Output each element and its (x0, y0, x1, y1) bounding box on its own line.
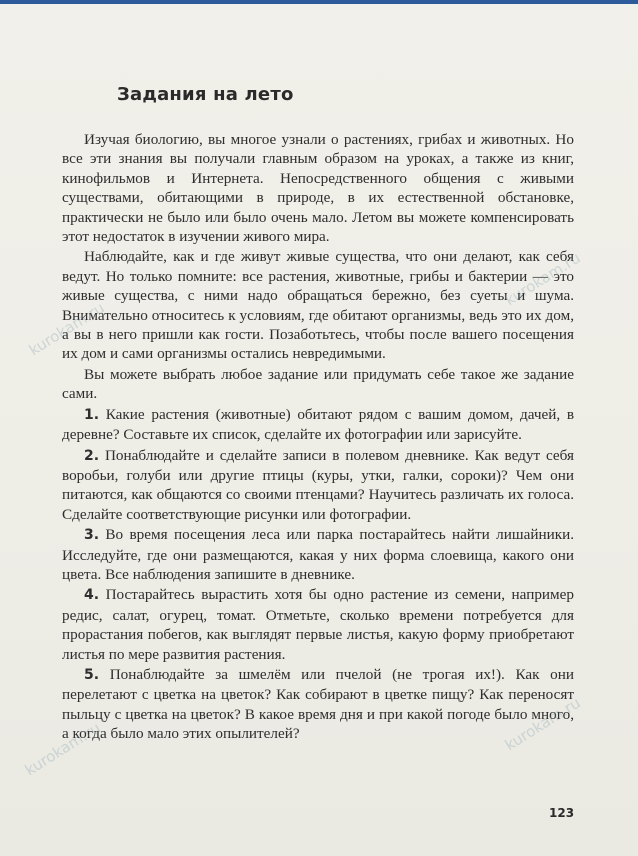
task-text: Понаблюдайте и сделайте записи в полевом дневнике. Как ведут себя воробьи, голуби или другие птицы (куры, утки, галки, сороки)? Чем они питаются, как общаются со своими птенцами? Научитесь различать их голоса. Сделайте соответствующие рисунки или фотографии. (62, 446, 575, 523)
task-number: 4. (84, 587, 100, 604)
task-text: Во время посещения леса или парка постарайтесь найти лишайники. Исследуйте, где они размещаются, какая у них форма слоевища, какого они цвета. Все наблюдения запишите в дневнике. (62, 526, 574, 583)
page-number: 123 (549, 806, 575, 820)
task-text: Постарайтесь вырастить хотя бы одно растение из семени, например редис, салат, огурец, томат. Отметьте, сколько времени потребуется для прорастания побегов, как выглядят первые листья, какую форму приобретают листья по мере развития растения. (62, 586, 575, 663)
watermark-text: kurokam.ru (21, 718, 104, 780)
task-item-1 (62, 405, 574, 445)
task-number: 2. (84, 447, 100, 464)
intro-paragraph-3: Вы можете выбрать любое задание или придумать себе такое же задание сами. (62, 365, 574, 403)
watermark-text: kurokam.ru (25, 298, 108, 360)
task-number: 3. (84, 527, 100, 544)
task-text: Какие растения (животные) обитают рядом с вашим домом, дачей, в деревне? Составьте их список, сделайте их фотографии или зарисуйте. (62, 405, 574, 444)
intro-paragraph-2: Наблюдайте, как и где живут живые существа, что они делают, как себя ведут. Но только помните: все растения, животные, грибы и бактерии — это живые существа, с ними надо обращаться бережно, без суеты и шума. Внимательно относитесь к условиям, где обитают организмы, ведь это их дом, а вы в него пришли как гости. Позаботьтесь, чтобы после вашего посещения их дом и сами организмы остались невредимыми. (62, 248, 574, 363)
task-number: 5. (84, 666, 100, 683)
task-item-5 (62, 665, 574, 744)
page-heading: Задания на лето (117, 84, 294, 105)
task-number: 1. (84, 406, 100, 423)
page-content (62, 130, 574, 744)
intro-paragraph-1: Изучая биологию, вы многое узнали о растениях, грибах и животных. Но все эти знания вы получали главным образом на уроках, а также из книг, кинофильмов и Интернета. Непосредственного общения с живыми существами, обитающими в природе, в их естественной обстановке, практически не было или было очень мало. Летом вы можете компенсировать этот недостаток в изучении живого мира. (62, 131, 574, 246)
task-item-2 (62, 446, 574, 525)
task-item-4 (62, 585, 574, 664)
watermark-text: kurokam.ru (501, 693, 584, 755)
task-item-3 (62, 525, 574, 584)
task-text: Понаблюдайте за шмелём или пчелой (не трогая их!). Как они перелетают с цветка на цветок? Как собирают в цветке пищу? Как переносят пыльцу с цветка на цветок? В какое время дня и при какой погоде было много, а когда было мало этих опылителей? (62, 665, 574, 743)
watermark-text: kurokam.ru (501, 248, 584, 310)
